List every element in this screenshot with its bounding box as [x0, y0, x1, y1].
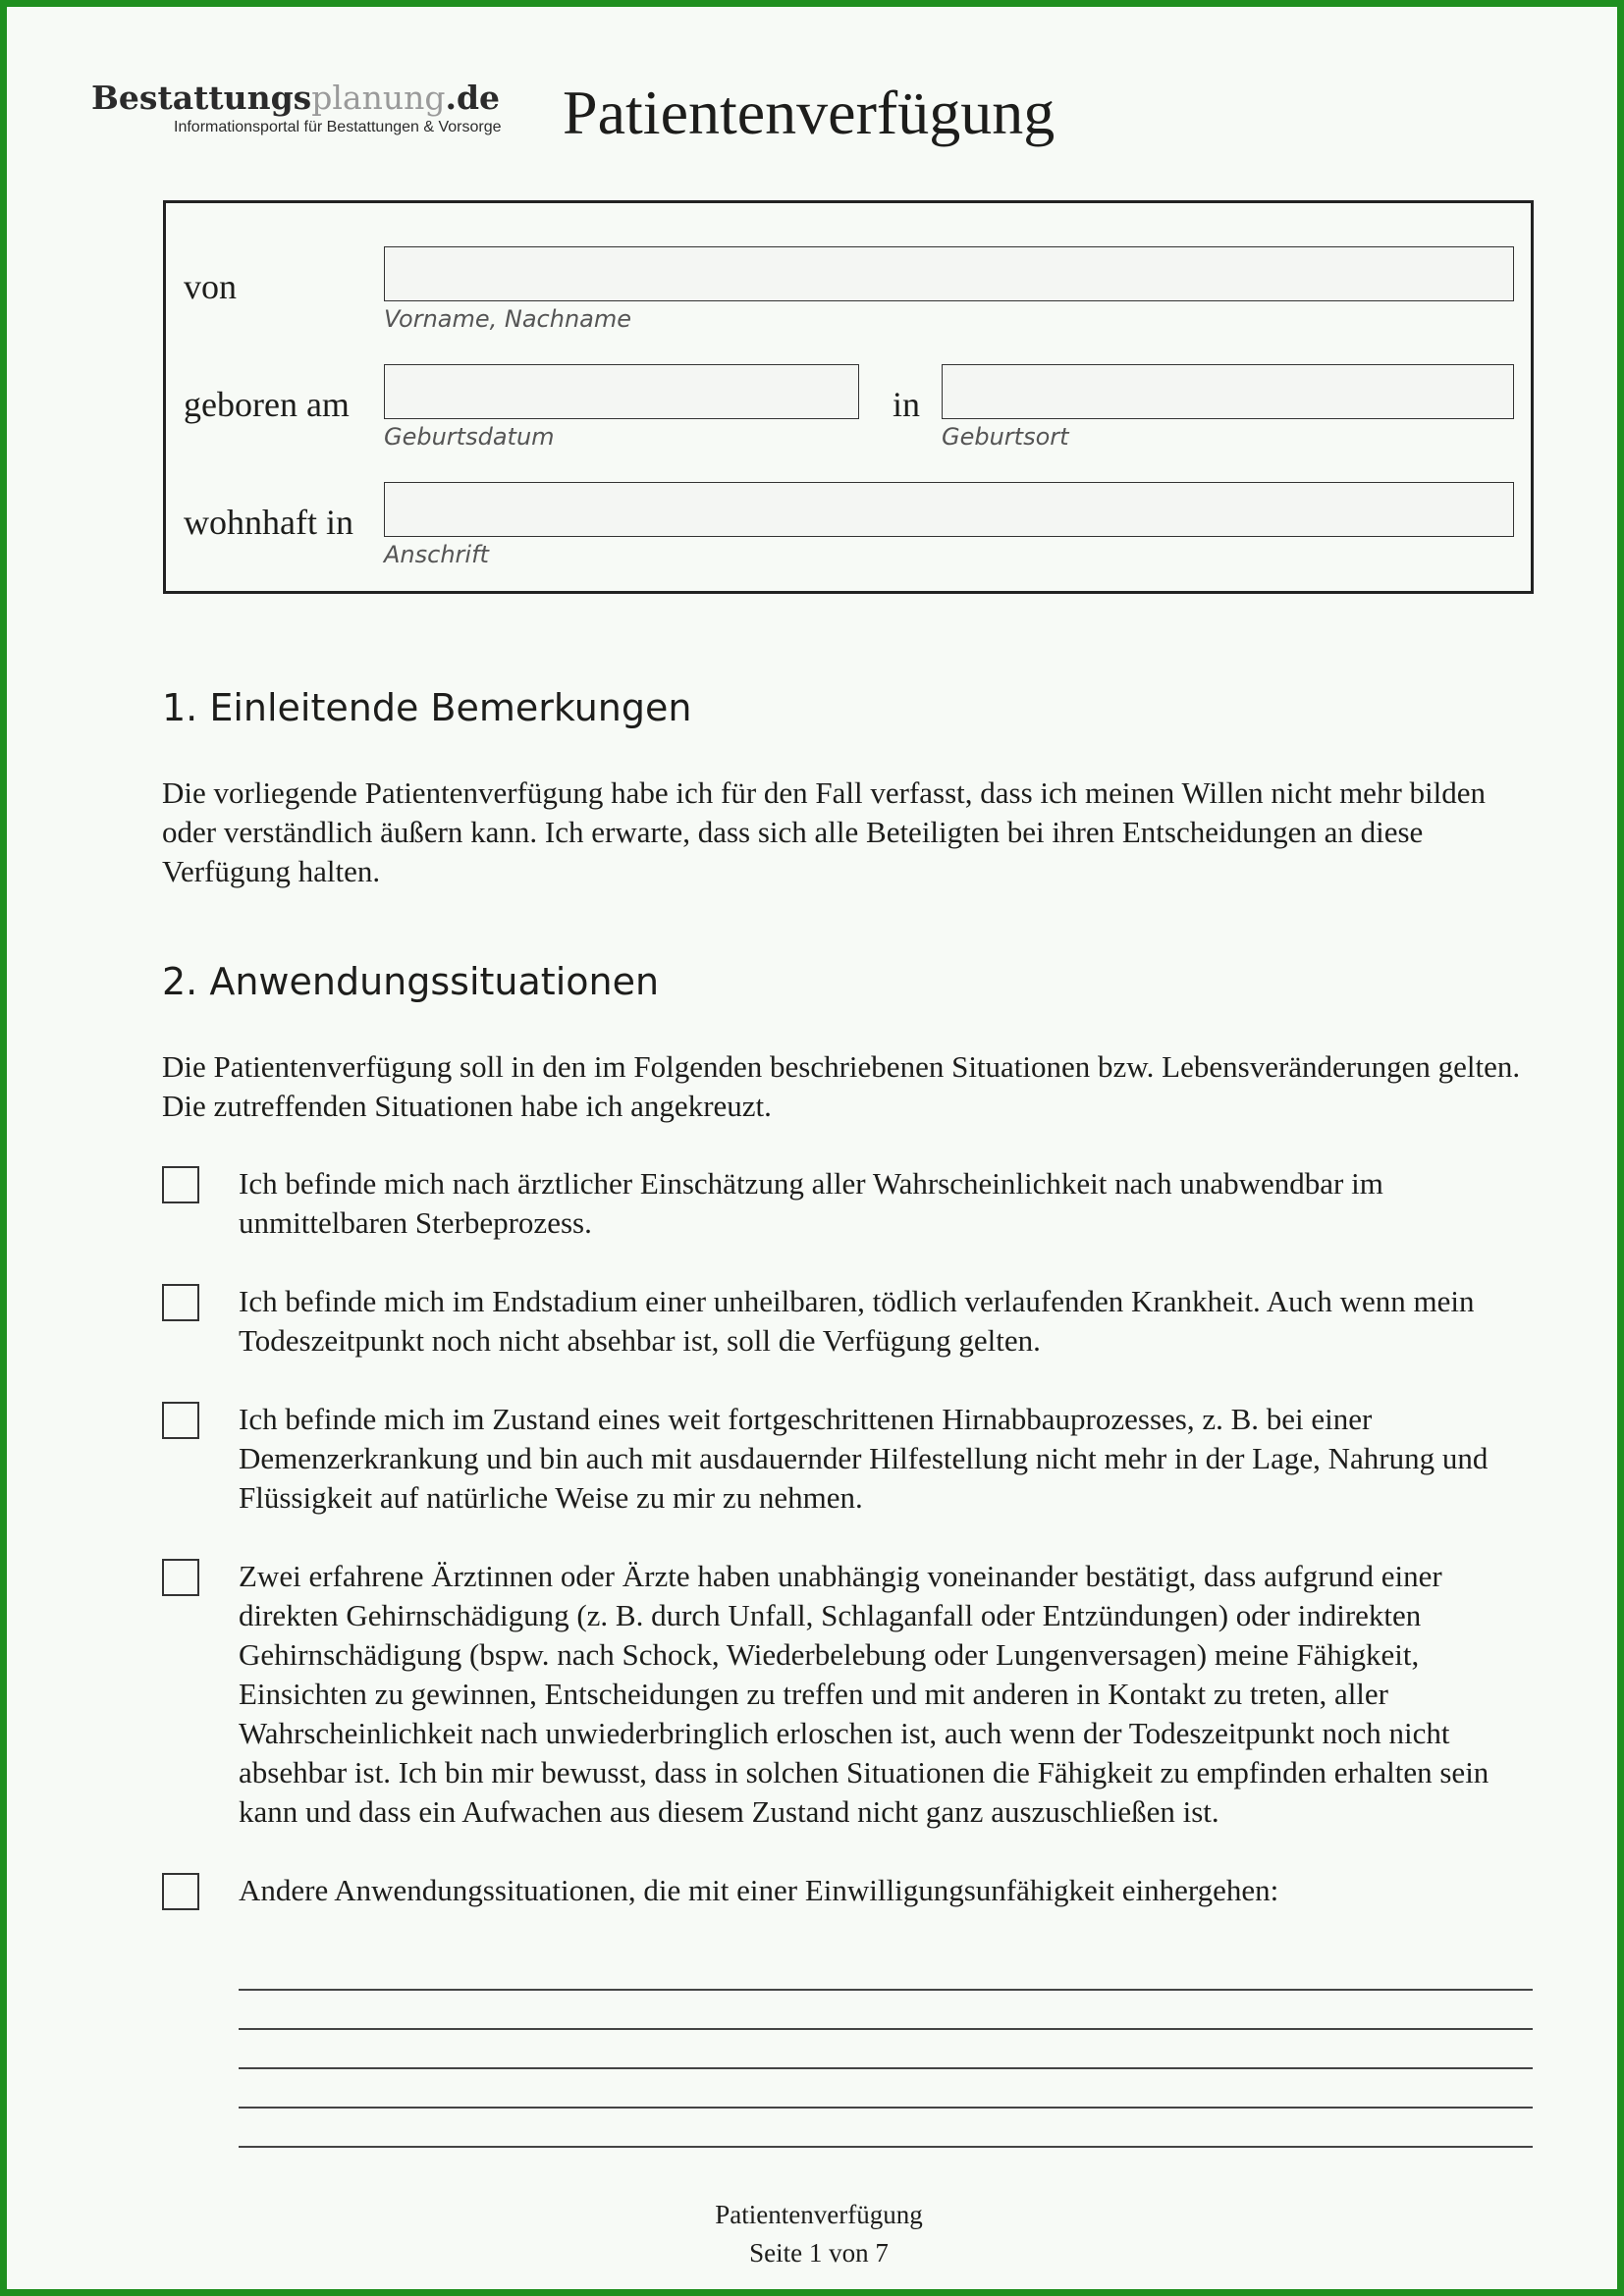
- logo-part-light: planung: [311, 79, 446, 117]
- section1-text: Die vorliegende Patientenverfügung habe ich für den Fall verfasst, dass ich meinen Willen nicht mehr bilden oder verständlich äußern kann. Ich erwarte, dass sich alle Beteiligten bei ihren Entscheidungen an diese Verfügung halten.: [162, 775, 1487, 888]
- situation-5-text: Andere Anwendungssituationen, die mit einer Einwilligungsunfähigkeit einhergehen:: [239, 1873, 1279, 1907]
- birthdate-hint: Geburtsdatum: [384, 423, 555, 451]
- personal-data-form: [163, 200, 1534, 594]
- logo-subtitle: Informationsportal für Bestattungen & Vorsorge: [174, 119, 502, 135]
- write-line-4[interactable]: [239, 2107, 1533, 2109]
- birthplace-hint: Geburtsort: [942, 423, 1069, 451]
- checkbox-situation-2[interactable]: [162, 1284, 199, 1321]
- in-label: in: [893, 385, 921, 424]
- checkbox-situation-3[interactable]: [162, 1402, 199, 1439]
- checkbox-situation-1[interactable]: [162, 1166, 199, 1203]
- von-label: von: [184, 267, 237, 306]
- page-title: Patientenverfügung: [563, 78, 1056, 147]
- checkbox-situation-5[interactable]: [162, 1873, 199, 1910]
- logo-wordmark: [91, 80, 523, 117]
- checkbox-situation-4[interactable]: [162, 1559, 199, 1596]
- section2-text: Die Patientenverfügung soll in den im Folgenden beschriebenen Situationen bzw. Lebensveränderungen gelten. Die zutreffenden Situationen habe ich angekreuzt.: [162, 1049, 1521, 1123]
- situation-1-text: Ich befinde mich nach ärztlicher Einschätzung aller Wahrscheinlichkeit nach unabwendbar im unmittelbaren Sterbeprozess.: [239, 1166, 1383, 1240]
- section1-heading: 1. Einleitende Bemerkungen: [162, 686, 692, 729]
- address-hint: Anschrift: [384, 541, 489, 568]
- footer-title: Patientenverfügung: [715, 2200, 923, 2229]
- write-line-1[interactable]: [239, 1989, 1533, 1991]
- write-line-2[interactable]: [239, 2028, 1533, 2030]
- logo-part-bold: Bestattungs: [91, 79, 312, 117]
- born-label: geboren am: [184, 385, 350, 424]
- write-line-3[interactable]: [239, 2067, 1533, 2069]
- name-hint: Vorname, Nachname: [384, 305, 632, 333]
- residence-label: wohnhaft in: [184, 503, 353, 542]
- situation-2-text: Ich befinde mich im Endstadium einer unheilbaren, tödlich verlaufenden Krankheit. Auch wenn mein Todeszeitpunkt noch nicht absehbar ist, soll die Verfügung gelten.: [239, 1284, 1475, 1358]
- brand-logo: [91, 80, 523, 136]
- logo-part-tld: .de: [445, 79, 501, 117]
- birthdate-field[interactable]: [384, 364, 859, 419]
- write-line-5[interactable]: [239, 2146, 1533, 2148]
- address-field[interactable]: [384, 482, 1514, 537]
- situation-3-text: Ich befinde mich im Zustand eines weit fortgeschrittenen Hirnabbauprozesses, z. B. bei einer Demenzerkrankung und bin auch mit ausdauernder Hilfestellung nicht mehr in der Lage, Nahrung und Flüssigkeit auf natürliche Weise zu mir zu nehmen.: [239, 1402, 1489, 1515]
- situation-4-text: Zwei erfahrene Ärztinnen oder Ärzte haben unabhängig voneinander bestätigt, dass aufgrund einer direkten Gehirnschädigung (z. B. durch Unfall, Schlaganfall oder Entzündungen) oder indirekten Gehirnschädigung (bspw. nach Schock, Wiederbelebung oder Lungenversagen) meine Fähigkeit, Einsichten zu gewinnen, Entscheidungen zu treffen und mit anderen in Kontakt zu treten, aller Wahrscheinlichkeit nach unwiederbringlich erloschen ist, auch wenn der Todeszeitpunkt noch nicht absehbar ist. Ich bin mir bewusst, dass in solchen Situationen die Fähigkeit zu empfinden erhalten sein kann und dass ein Aufwachen aus diesem Zustand nicht ganz auszuschließen ist.: [239, 1559, 1489, 1829]
- footer-page-number: Seite 1 von 7: [749, 2238, 889, 2268]
- birthplace-field[interactable]: [942, 364, 1514, 419]
- name-field[interactable]: [384, 246, 1514, 301]
- section2-heading: 2. Anwendungssituationen: [162, 960, 660, 1003]
